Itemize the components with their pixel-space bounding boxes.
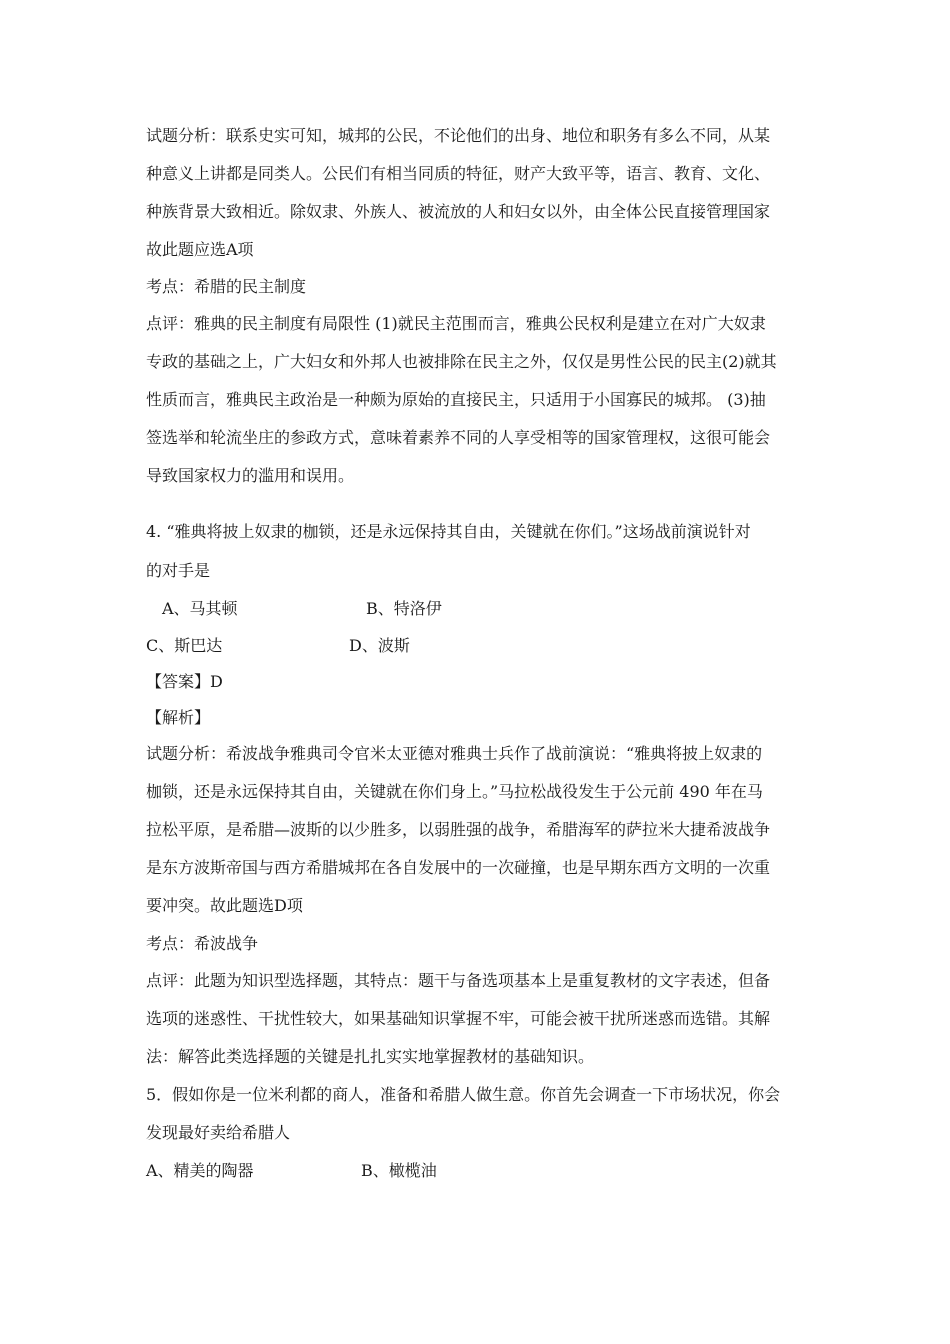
q5-option-a: A、精美的陶器 — [146, 1161, 254, 1180]
q4-analysis-line-2: 枷锁，还是永远保持其自由，关键就在你们身上。”马拉松战役发生于公元前 490 年在马 — [146, 782, 763, 801]
q3-comment-line-2: 专政的基础之上，广大妇女和外邦人也被排除在民主之外，仅仅是男性公民的民主(2)就其 — [146, 352, 777, 371]
q3-key-point: 考点：希腊的民主制度 — [146, 277, 307, 296]
q5-option-b: B、橄榄油 — [361, 1161, 437, 1180]
q4-option-d: D、波斯 — [349, 636, 410, 655]
q3-analysis-conclusion: 故此题应选A项 — [146, 240, 254, 259]
q3-analysis-line-3: 种族背景大致相近。除奴隶、外族人、被流放的人和妇女以外，由全体公民直接管理国家 — [146, 202, 771, 221]
q4-stem-line-1: 4. “雅典将披上奴隶的枷锁，还是永远保持其自由，关键就在你们。”这场战前演说针对 — [146, 522, 751, 541]
q4-key-point: 考点：希波战争 — [146, 934, 259, 953]
q3-analysis-line-1: 试题分析：联系史实可知，城邦的公民，不论他们的出身、地位和职务有多么不同，从某 — [146, 126, 771, 145]
q4-option-b: B、特洛伊 — [366, 599, 442, 618]
q4-comment-line-2: 选项的迷惑性、干扰性较大，如果基础知识掌握不牢，可能会被干扰所迷惑而选错。其解 — [146, 1009, 771, 1028]
q4-analysis-heading: 【解析】 — [146, 708, 211, 727]
q3-comment-line-3: 性质而言，雅典民主政治是一种颇为原始的直接民主，只适用于小国寡民的城邦。 (3)抽 — [146, 390, 766, 409]
q4-analysis-line-5: 要冲突。故此题选D项 — [146, 896, 303, 915]
q5-stem-line-1: 5．假如你是一位米利都的商人，准备和希腊人做生意。你首先会调查一下市场状况，你会 — [146, 1085, 781, 1104]
q4-option-a: A、马其顿 — [162, 599, 238, 618]
q3-comment-line-5: 导致国家权力的滥用和误用。 — [146, 466, 355, 485]
q4-analysis-line-4: 是东方波斯帝国与西方希腊城邦在各自发展中的一次碰撞，也是早期东西方文明的一次重 — [146, 858, 771, 877]
q3-comment-line-4: 签选举和轮流坐庄的参政方式，意味着素养不同的人享受相等的国家管理权，这很可能会 — [146, 428, 771, 447]
q4-comment-line-1: 点评：此题为知识型选择题，其特点：题干与备选项基本上是重复教材的文字表述，但备 — [146, 971, 771, 990]
q4-answer: 【答案】D — [146, 672, 223, 691]
q5-stem-line-2: 发现最好卖给希腊人 — [146, 1123, 291, 1142]
q3-analysis-line-2: 种意义上讲都是同类人。公民们有相当同质的特征，财产大致平等，语言、教育、文化、 — [146, 164, 771, 183]
q4-comment-line-3: 法：解答此类选择题的关键是扎扎实实地掌握教材的基础知识。 — [146, 1047, 595, 1066]
q4-analysis-line-1: 试题分析：希波战争雅典司令官米太亚德对雅典士兵作了战前演说：“雅典将披上奴隶的 — [146, 744, 763, 763]
q4-analysis-line-3: 拉松平原，是希腊—波斯的以少胜多，以弱胜强的战争，希腊海军的萨拉米大捷希波战争 — [146, 820, 771, 839]
q4-stem-line-2: 的对手是 — [146, 561, 211, 580]
q3-comment-line-1: 点评：雅典的民主制度有局限性 (1)就民主范围而言，雅典公民权利是建立在对广大奴隶 — [146, 314, 766, 333]
q4-option-c: C、斯巴达 — [146, 636, 223, 655]
